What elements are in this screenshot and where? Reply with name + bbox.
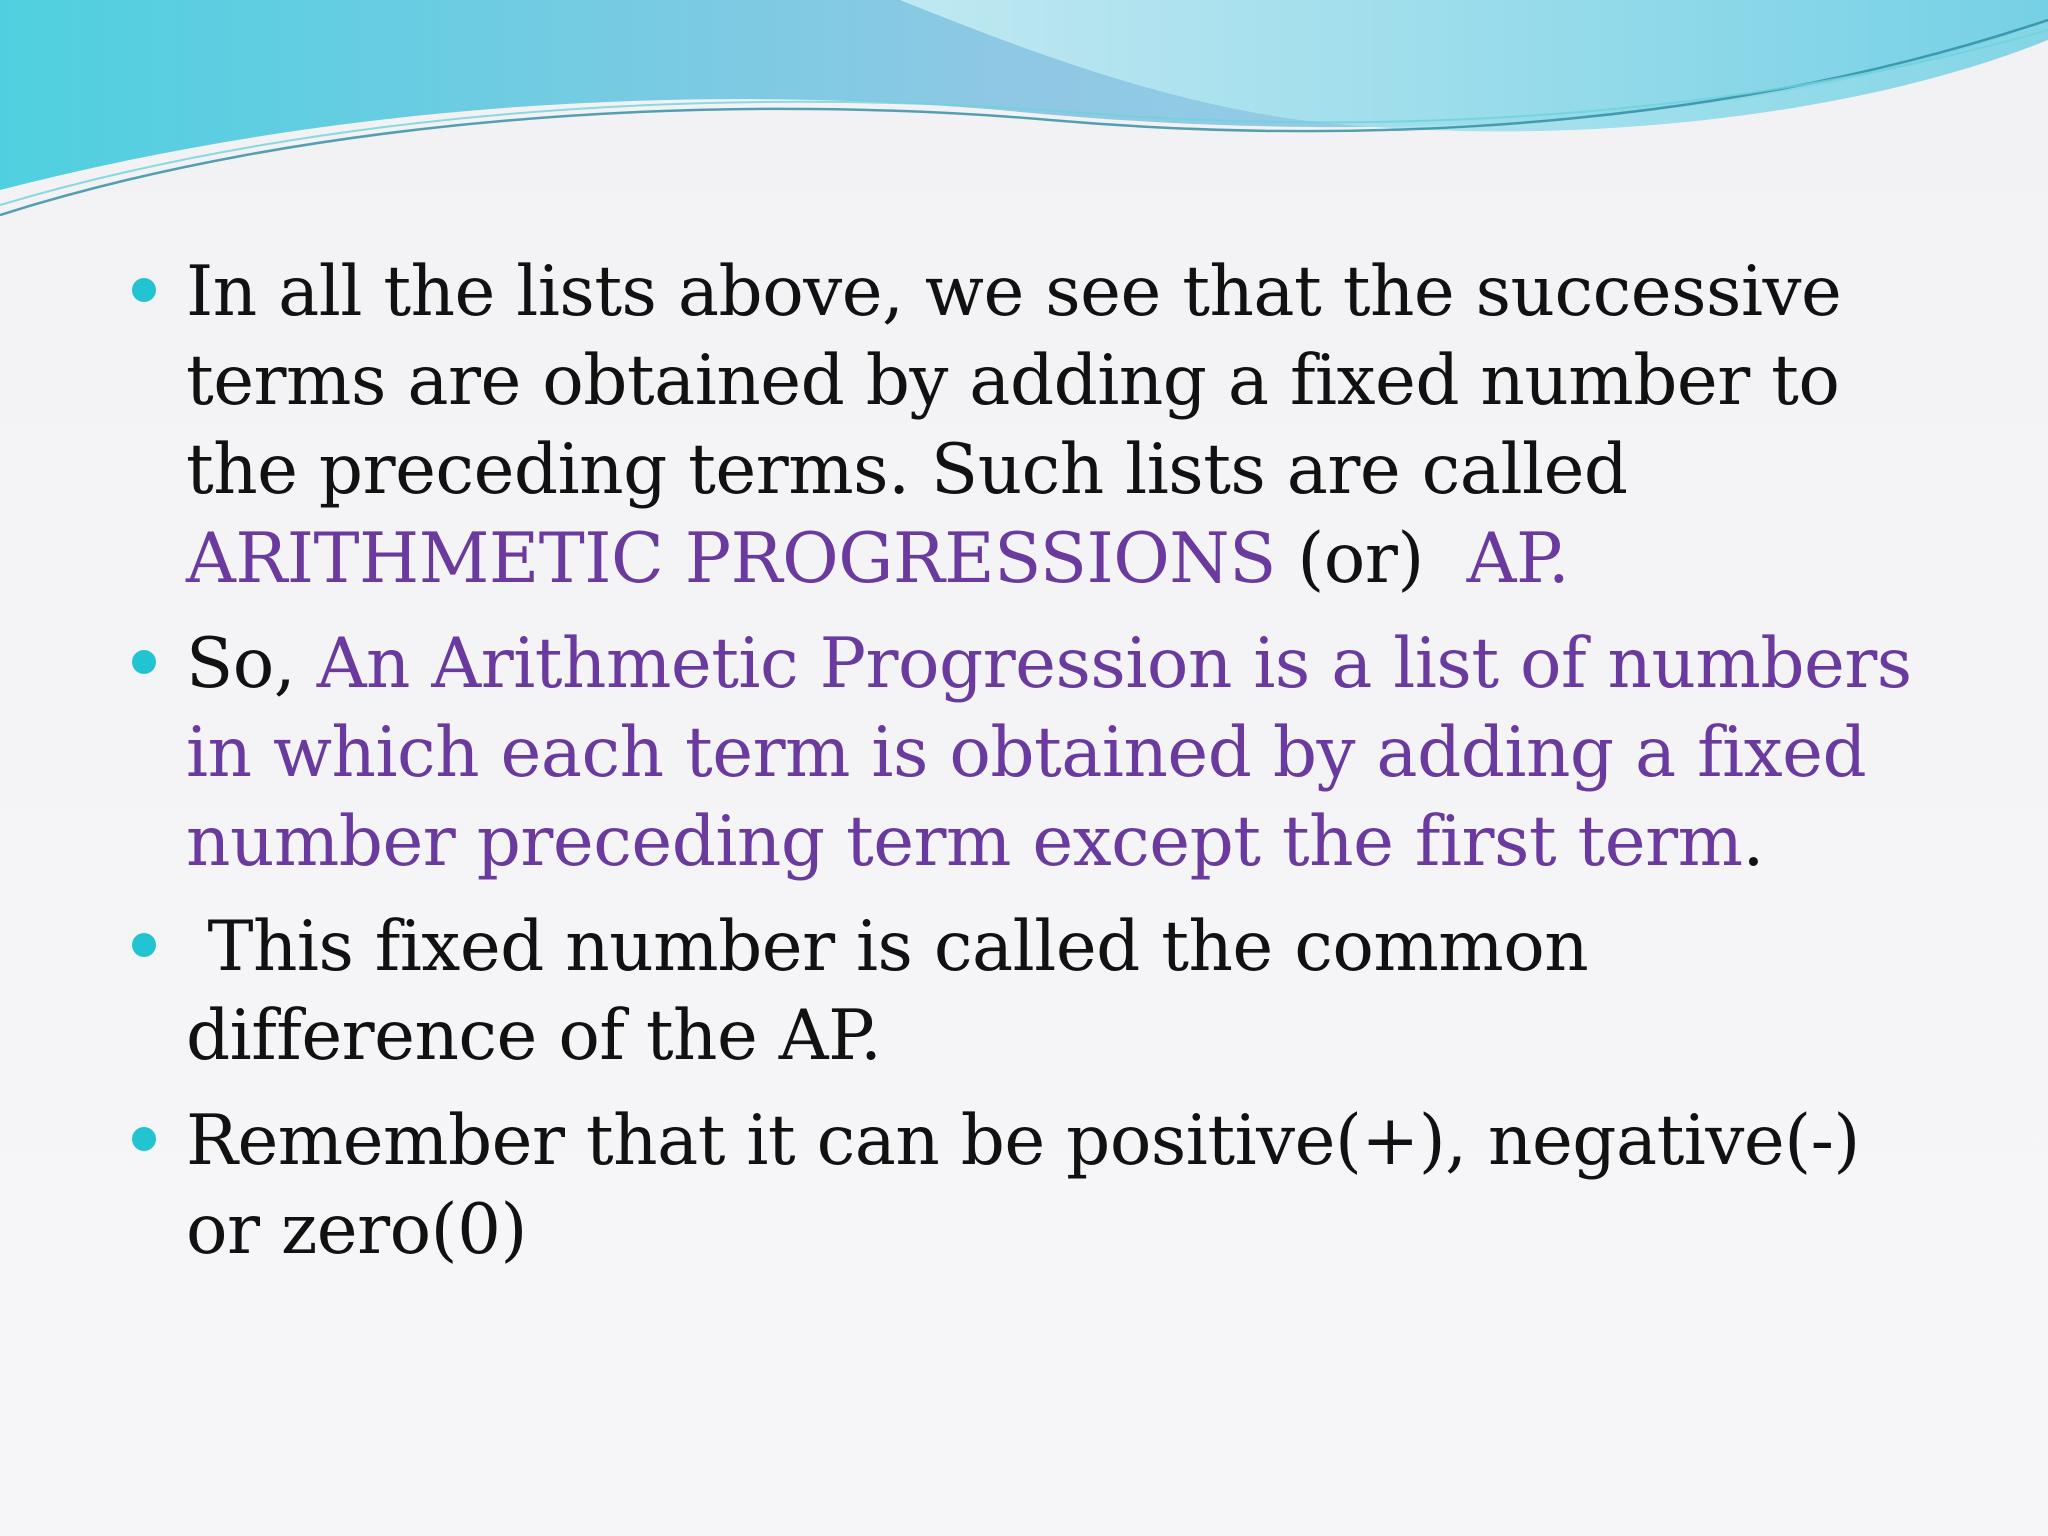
bullet-1-text: In all the lists above, we see that the successive terms are obtained by adding a fixed number to the preceding terms. Such lists are called [186, 252, 1842, 510]
bullet-item-3 [128, 903, 1928, 1081]
bullet-item-2 [128, 620, 1928, 887]
bullet-1-highlight-abbrev: AP. [1466, 519, 1570, 599]
bullet-3-text: This fixed number is called the common difference of the AP. [186, 907, 1610, 1076]
bullet-list [128, 248, 1928, 1291]
bullet-4-text: Remember that it can be positive(+), negative(-) or zero(0) [186, 1101, 1860, 1270]
bullet-item-4 [128, 1097, 1928, 1275]
bullet-dot-icon [132, 1127, 156, 1151]
bullet-2-period: . [1742, 802, 1764, 882]
header-wave-decoration [0, 0, 2048, 240]
bullet-2-definition: An Arithmetic Progression is a list of numbers in which each term is obtained by adding a fixed number preceding term except the first term [186, 624, 1912, 882]
bullet-dot-icon [132, 278, 156, 302]
bullet-item-1 [128, 248, 1928, 604]
bullet-1-highlight-term: ARITHMETIC PROGRESSIONS [186, 519, 1276, 599]
bullet-dot-icon [132, 933, 156, 957]
bullet-2-lead: So, [186, 624, 317, 704]
bullet-dot-icon [132, 650, 156, 674]
bullet-1-connector: (or) [1275, 519, 1467, 599]
